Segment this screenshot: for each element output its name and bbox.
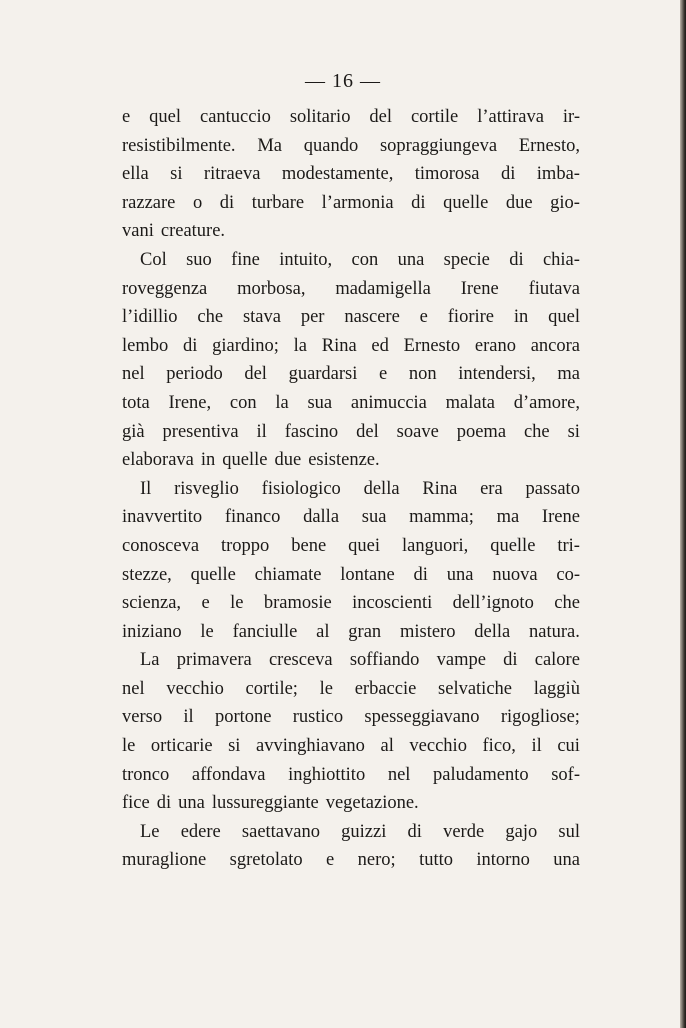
text-line: muraglione sgretolato e nero; tutto intorno una (122, 850, 580, 871)
text-line: razzare o di turbare l’armonia di quelle due gio- (122, 192, 580, 213)
text-line: inavvertito financo dalla sua mamma; ma Irene (122, 507, 580, 528)
text-line: ella si ritraeva modestamente, timorosa di imba- (122, 164, 580, 185)
text-line: nel periodo del guardarsi e non intendersi, ma (122, 364, 580, 385)
text-line: lembo di giardino; la Rina ed Ernesto erano ancora (122, 335, 580, 356)
text-line: Il risveglio fisiologico della Rina era passato (140, 478, 580, 499)
text-line: scienza, e le bramosie incoscienti dell’ignoto che (122, 593, 580, 614)
text-line: iniziano le fanciulle al gran mistero della natura. (122, 621, 580, 642)
text-line: già presentiva il fascino del soave poema che si (122, 421, 580, 442)
text-line: conosceva troppo bene quei languori, quelle tri- (122, 535, 580, 556)
text-line: fice di una lussureggiante vegetazione. (122, 793, 419, 814)
page-number: — 16 — (305, 70, 381, 92)
text-line: La primavera cresceva soffiando vampe di calore (140, 650, 580, 671)
text-line: l’idillio che stava per nascere e fiorire in quel (122, 307, 580, 328)
body-text (122, 103, 580, 875)
text-line: stezze, quelle chiamate lontane di una nuova co- (122, 564, 580, 585)
text-line: e quel cantuccio solitario del cortile l’attirava ir- (122, 107, 580, 127)
text-line: le orticarie si avvinghiavano al vecchio fico, il cui (122, 736, 580, 757)
text-line: roveggenza morbosa, madamigella Irene fiutava (122, 278, 580, 299)
text-line: Le edere saettavano guizzi di verde gajo sul (140, 821, 580, 842)
text-line: verso il portone rustico spesseggiavano rigogliose; (122, 707, 580, 728)
book-spine-edge (680, 0, 686, 1028)
text-line: elaborava in quelle due esistenze. (122, 450, 380, 471)
text-line: tronco affondava inghiottito nel paludamento sof- (122, 764, 580, 785)
text-line: vani creature. (122, 221, 226, 242)
text-line: tota Irene, con la sua animuccia malata d’amore, (122, 392, 580, 413)
text-line: Col suo fine intuito, con una specie di chia- (140, 249, 580, 270)
text-line: nel vecchio cortile; le erbaccie selvatiche laggiù (122, 678, 580, 699)
text-line: resistibilmente. Ma quando sopraggiungeva Ernesto, (122, 135, 580, 156)
